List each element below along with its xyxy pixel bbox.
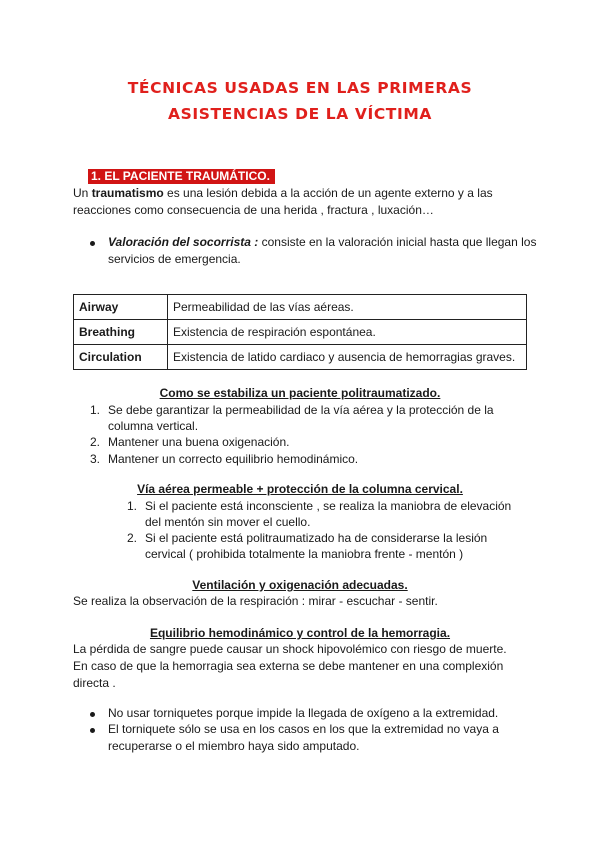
valoracion-bullet [108,234,538,268]
list-item: Mantener una buena oxigenación. [108,435,290,449]
document-title-line-1: TÉCNICAS USADAS EN LAS PRIMERAS [127,79,473,97]
list-item: Mantener un correcto equilibrio hemodinámico. [108,452,359,466]
table-cell-key: Circulation [74,345,168,370]
table-cell-key: Airway [74,295,168,320]
heading-via-aerea: Vía aérea permeable + protección de la columna cervical. [137,482,463,496]
table-cell-key: Breathing [74,320,168,345]
table-row [74,345,527,370]
list-item: El torniquete sólo se usa en los casos en los que la extremidad no vaya a recuperarse o el miembro haya sido amputado. [108,722,499,753]
ventilacion-paragraph: Se realiza la observación de la respiración : mirar - escuchar - sentir. [73,594,438,608]
heading-equilibrio: Equilibrio hemodinámico y control de la hemorragia. [149,626,451,640]
bullet-icon [90,241,95,246]
intro-bold-term: traumatismo [91,186,164,200]
bullet-icon [90,712,95,717]
valoracion-text: consiste en la valoración inicial hasta que llegan los servicios de emergencia. [108,235,537,266]
document-title-line-2: ASISTENCIAS DE LA VÍCTIMA [168,105,432,123]
intro-prefix: Un [73,186,92,200]
list-item: Si el paciente está inconsciente , se realiza la maniobra de elevación del mentón sin mover el cuello. [145,499,512,529]
list-number: 1. [90,403,101,417]
list-number: 2. [127,531,138,545]
intro-paragraph [73,185,543,219]
list-number: 2. [90,435,101,449]
intro-text: es una lesión debida a la acción de un agente externo y a las reacciones como consecuencia de una herida , fractura , luxación… [73,186,493,217]
table-cell-value: Existencia de latido cardiaco y ausencia de hemorragias graves. [168,345,527,370]
list-number: 3. [90,452,101,466]
table-row [74,320,527,345]
table-cell-value: Permeabilidad de las vías aéreas. [168,295,527,320]
section-heading-paciente-traumatico: 1. EL PACIENTE TRAUMÁTICO. [88,169,275,184]
heading-estabiliza: Como se estabiliza un paciente politraumatizado. [159,386,441,400]
table-cell-value: Existencia de respiración espontánea. [168,320,527,345]
heading-ventilacion: Ventilación y oxigenación adecuadas. [192,578,408,592]
list-number: 1. [127,499,138,513]
abc-table [73,294,527,370]
list-item: No usar torniquetes porque impide la llegada de oxígeno a la extremidad. [108,706,499,720]
list-item: Si el paciente está politraumatizado ha de considerarse la lesión cervical ( prohibida totalmente la maniobra frente - mentón ) [145,531,488,561]
equilibrio-paragraph: La pérdida de sangre puede causar un shock hipovolémico con riesgo de muerte. En caso de que la hemorragia sea externa se debe mantener en una complexión directa . [73,642,507,690]
bullet-icon [90,728,95,733]
valoracion-label: Valoración del socorrista : [108,235,259,249]
list-item: Se debe garantizar la permeabilidad de la vía aérea y la protección de la columna vertical. [108,403,494,433]
table-row [74,295,527,320]
